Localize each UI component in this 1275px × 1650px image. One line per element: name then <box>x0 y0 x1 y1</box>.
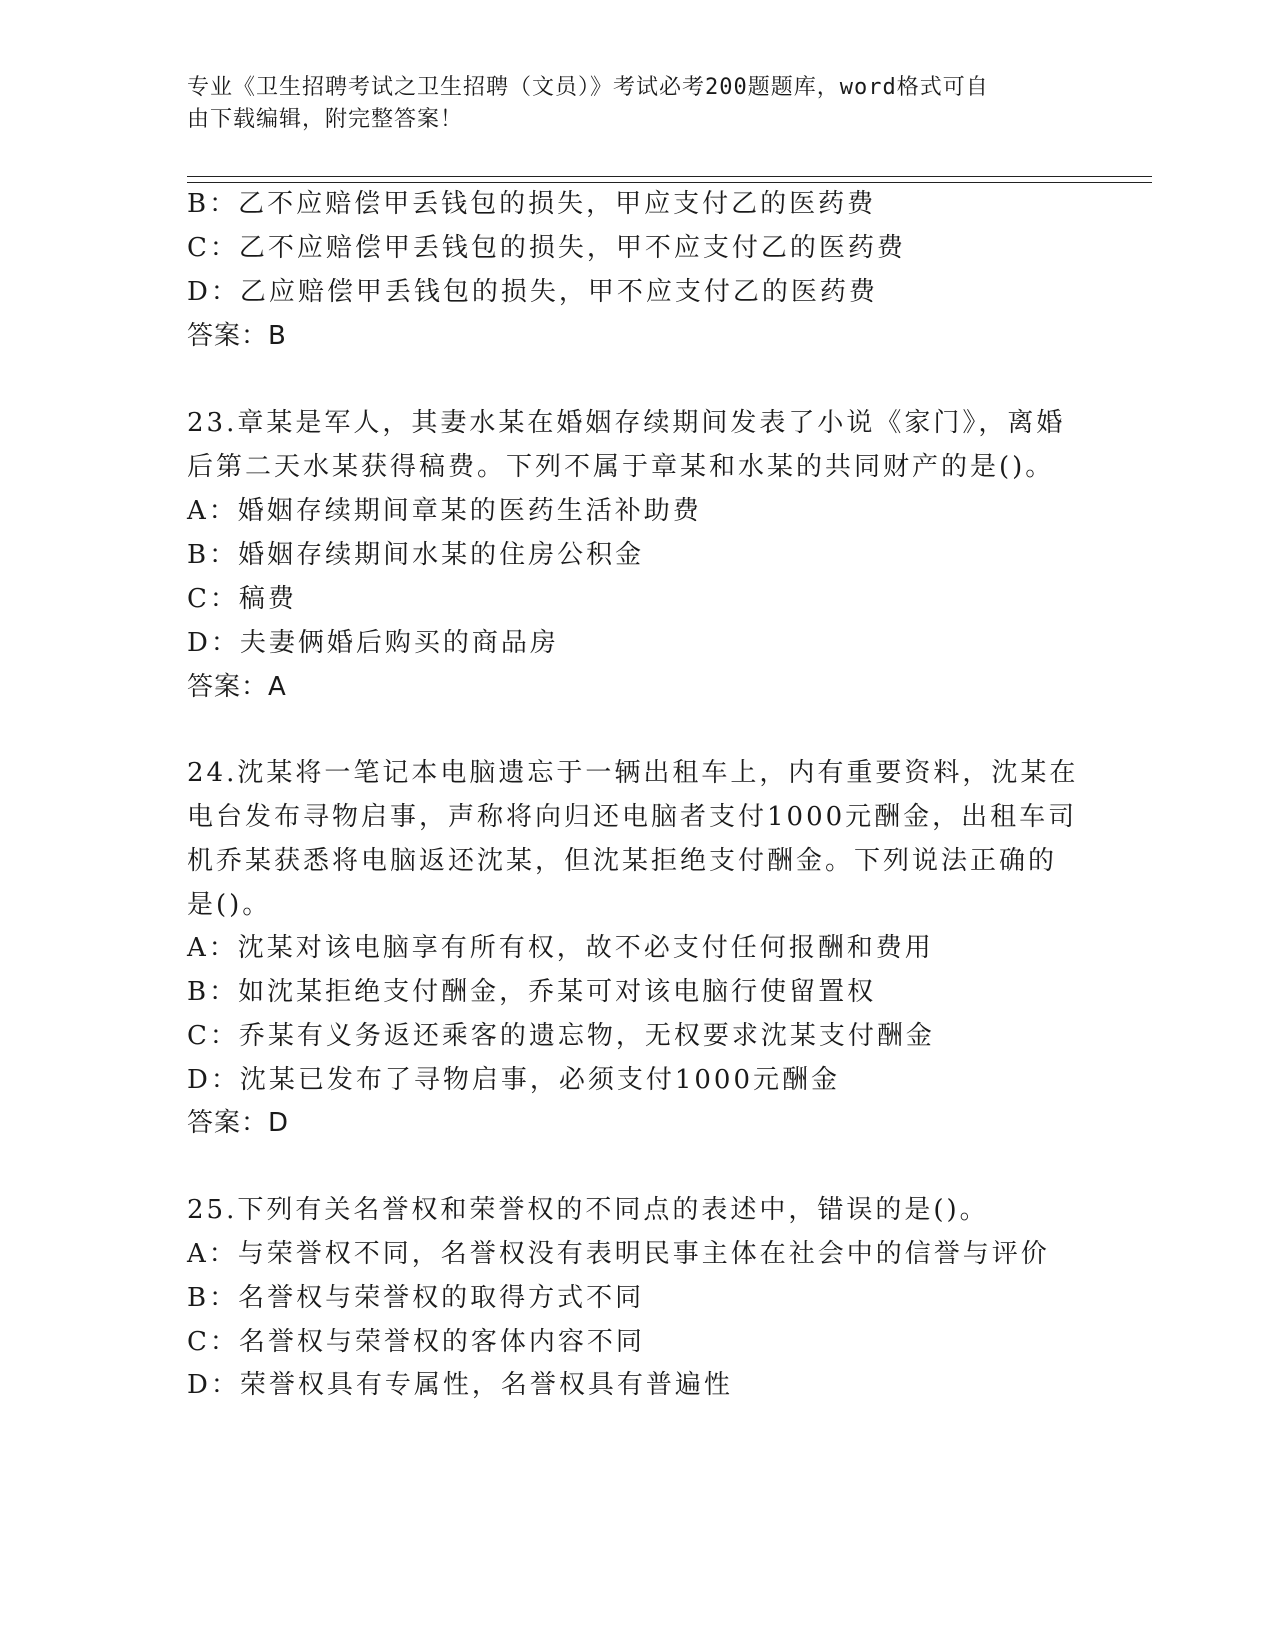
q24-option-b: B：如沈某拒绝支付酬金，乔某可对该电脑行使留置权 <box>187 977 877 1007</box>
q22-answer: 答案：B <box>187 321 287 351</box>
document-header <box>187 72 1077 136</box>
q23-option-b: B：婚姻存续期间水某的住房公积金 <box>187 540 645 570</box>
q23-stem-line-1: 23.章某是军人，其妻水某在婚姻存续期间发表了小说《家门》，离婚 <box>187 408 1066 438</box>
q24-answer: 答案：D <box>187 1108 290 1138</box>
q23-option-a: A：婚姻存续期间章某的医药生活补助费 <box>187 496 702 526</box>
q25-option-c: C：名誉权与荣誉权的客体内容不同 <box>187 1327 645 1357</box>
q24-option-c: C：乔某有义务返还乘客的遗忘物，无权要求沈某支付酬金 <box>187 1021 935 1051</box>
q24-option-a: A：沈某对该电脑享有所有权，故不必支付任何报酬和费用 <box>187 933 934 963</box>
header-divider-bottom <box>187 182 1152 183</box>
q24-option-d: D：沈某已发布了寻物启事，必须支付1000元酬金 <box>187 1065 841 1095</box>
q23-option-c: C：稿费 <box>187 584 297 614</box>
header-line-2: 由下载编辑，附完整答案！ <box>187 107 464 132</box>
q22-option-c: C：乙不应赔偿甲丢钱包的损失，甲不应支付乙的医药费 <box>187 233 906 263</box>
header-line-1: 专业《卫生招聘考试之卫生招聘（文员）》考试必考200题题库，word格式可自 <box>187 75 989 100</box>
q25-option-b: B：名誉权与荣誉权的取得方式不同 <box>187 1283 645 1313</box>
q24-stem-line-3: 机乔某获悉将电脑返还沈某，但沈某拒绝支付酬金。下列说法正确的 <box>187 846 1058 876</box>
q24-stem-line-2: 电台发布寻物启事，声称将向归还电脑者支付1000元酬金，出租车司 <box>187 802 1078 832</box>
header-divider-top <box>187 176 1152 177</box>
q22-option-b: B：乙不应赔偿甲丢钱包的损失，甲应支付乙的医药费 <box>187 189 877 219</box>
q25-option-a: A：与荣誉权不同，名誉权没有表明民事主体在社会中的信誉与评价 <box>187 1239 1050 1269</box>
q23-stem-line-2: 后第二天水某获得稿费。下列不属于章某和水某的共同财产的是()。 <box>187 452 1055 482</box>
q22-option-d: D：乙应赔偿甲丢钱包的损失，甲不应支付乙的医药费 <box>187 277 878 307</box>
q24-stem-line-4: 是()。 <box>187 890 272 920</box>
q25-option-d: D：荣誉权具有专属性，名誉权具有普遍性 <box>187 1370 733 1400</box>
q25-stem-line-1: 25.下列有关名誉权和荣誉权的不同点的表述中，错误的是()。 <box>187 1195 989 1225</box>
q24-stem-line-1: 24.沈某将一笔记本电脑遗忘于一辆出租车上，内有重要资料，沈某在 <box>187 758 1079 788</box>
q23-option-d: D：夫妻俩婚后购买的商品房 <box>187 628 559 658</box>
q23-answer: 答案：A <box>187 672 287 702</box>
